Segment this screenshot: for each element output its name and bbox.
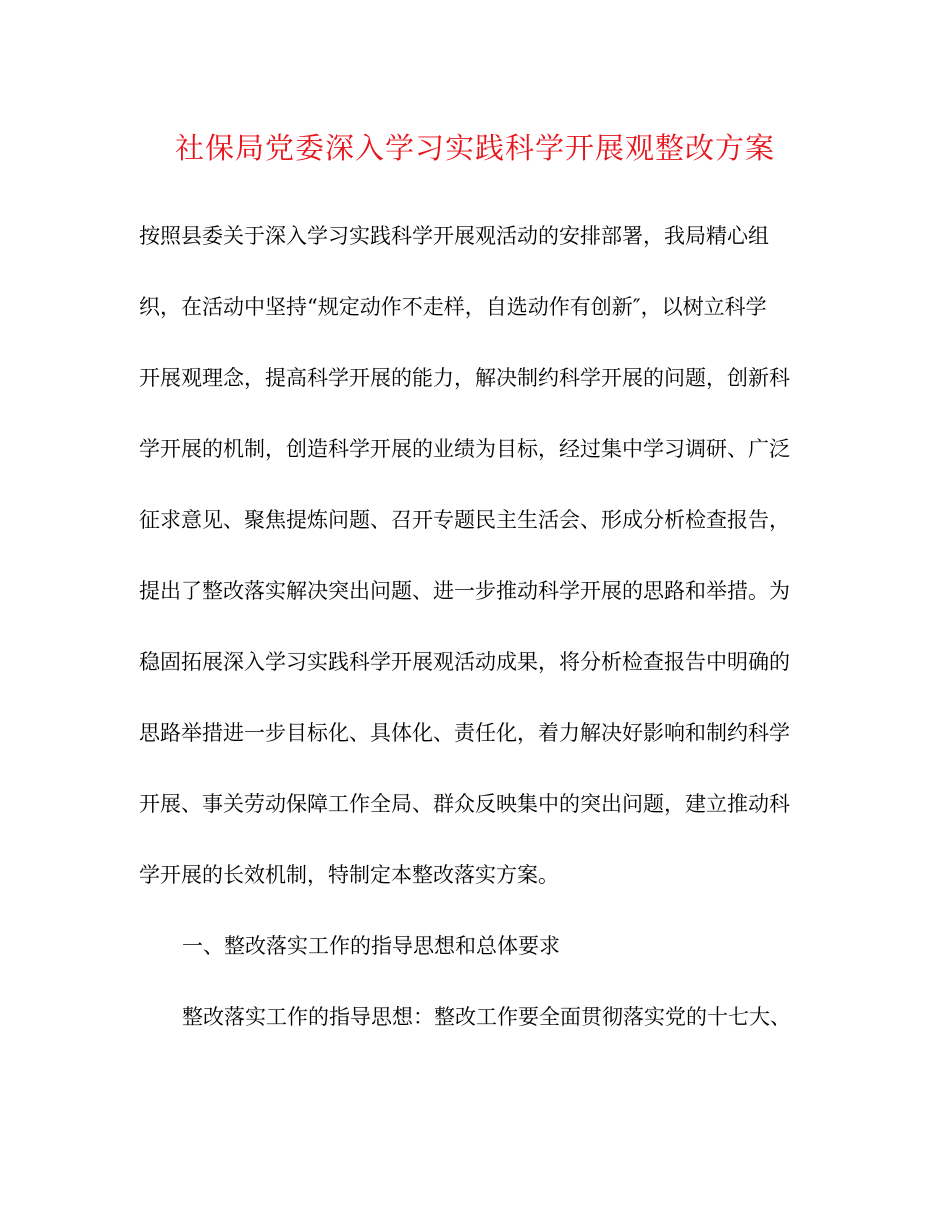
paragraph-line-10: 学开展的长效机制，特制定本整改落实方案。 — [139, 863, 559, 887]
document-title: 社保局党委深入学习实践科学开展观整改方案 — [174, 131, 775, 165]
paragraph-line-1: 按照县委关于深入学习实践科学开展观活动的安排部署，我局精心组 — [139, 224, 769, 248]
paragraph-line-7: 稳固拓展深入学习实践科学开展观活动成果，将分析检查报告中明确的 — [139, 650, 790, 674]
paragraph-line-4: 学开展的机制，创造科学开展的业绩为目标，经过集中学习调研、广泛 — [139, 437, 790, 461]
paragraph-line-3: 开展观理念，提高科学开展的能力，解决制约科学开展的问题，创新科 — [139, 366, 790, 390]
paragraph-line-5: 征求意见、聚焦提炼问题、召开专题民主生活会、形成分析检查报告， — [139, 508, 790, 532]
paragraph-line-2: 织，在活动中坚持“规定动作不走样，自选动作有创新″，以树立科学 — [139, 295, 767, 319]
paragraph-line-9: 开展、事关劳动保障工作全局、群众反映集中的突出问题，建立推动科 — [139, 792, 790, 816]
paragraph-line-6: 提出了整改落实解决突出问题、进一步推动科学开展的思路和举措。为 — [139, 579, 790, 603]
section-paragraph-line-1: 整改落实工作的指导思想：整改工作要全面贯彻落实党的十七大、 — [182, 1005, 791, 1029]
paragraph-line-8: 思路举措进一步目标化、具体化、责任化，着力解决好影响和制约科学 — [139, 721, 790, 745]
section-heading: 一、整改落实工作的指导思想和总体要求 — [182, 934, 560, 958]
